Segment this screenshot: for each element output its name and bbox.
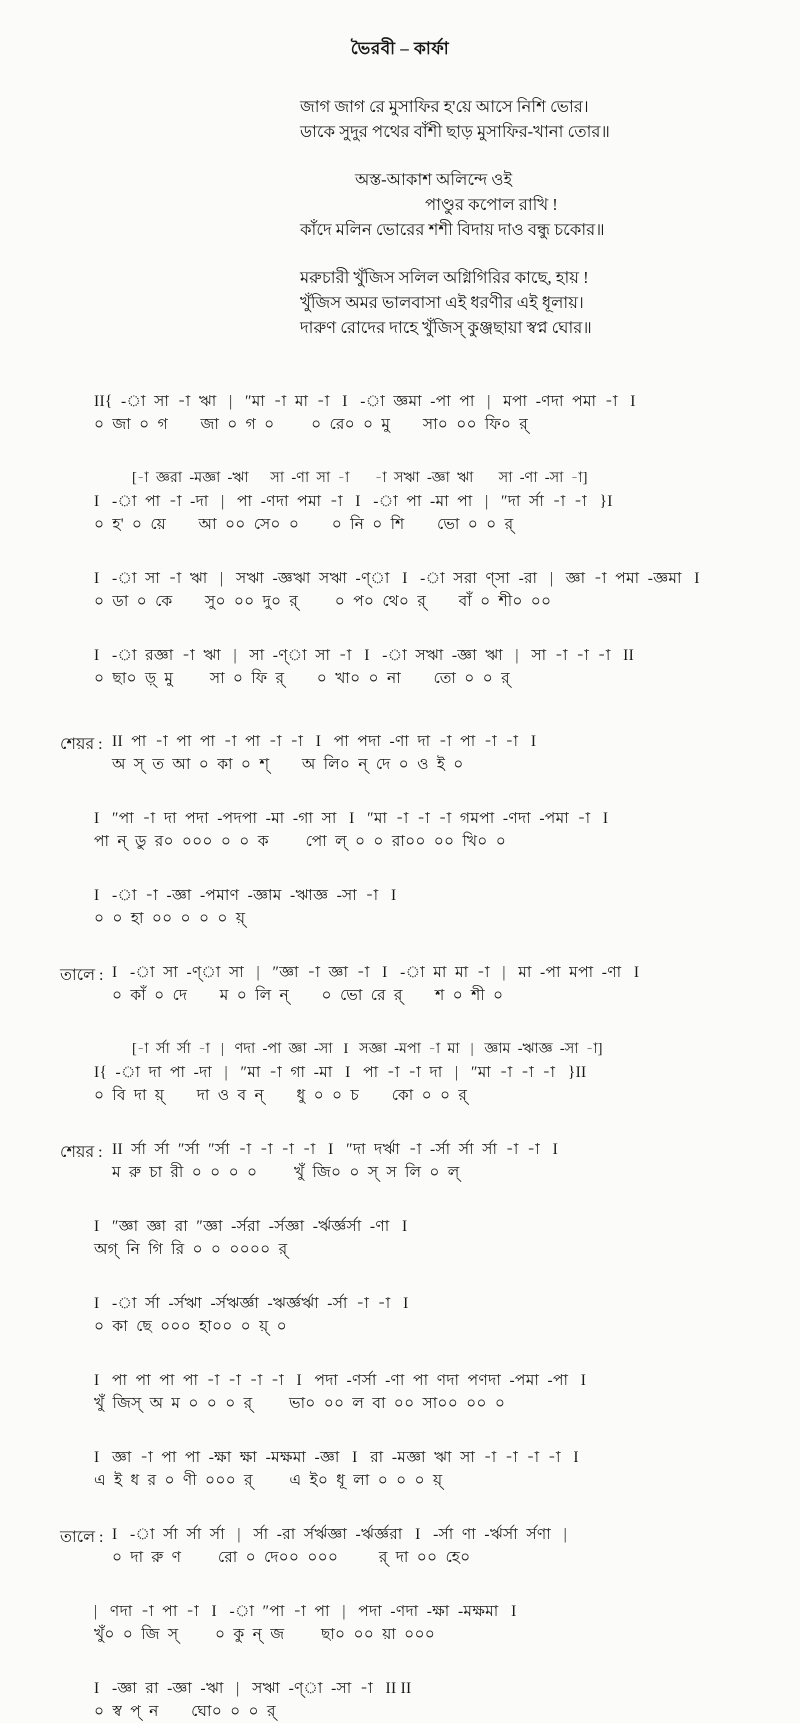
syllable-row: ০ কাঁ ০ দে ম ০ লি ন্ ০ ভো রে র্ শ ০ শী ০	[112, 987, 504, 1004]
lyric-line: খুঁজিস অমর ভালবাসা এই ধরণীর এই ধূলায়।	[300, 293, 584, 312]
notation-block-12	[60, 1292, 800, 1338]
syllable-row: পা ন্ ডু র০ ০০০ ০ ০ ক পো ল্ ০ ০ রা০০ ০০ খি০ ০	[94, 833, 507, 850]
notation-score	[60, 390, 800, 1723]
notation-row: II র্সা র্সা ″র্সা ″র্সা -া -া -া -া I ″দা দর্ঋা -া -র্সা র্সা র্সা -া -া I	[112, 1141, 559, 1158]
lyrics-stanza-3	[300, 265, 800, 340]
notation-row: I -া রজ্ঞা -া ঋা | সা -ণ্া সা -া I -া সঋা -জ্ঞা ঋা | সা -া -া -া II	[94, 647, 635, 664]
notation-block-7	[60, 884, 800, 930]
lyrics-stanza-1	[300, 94, 800, 144]
notation-block-11	[60, 1215, 800, 1261]
syllable-row: অ স্ ত আ ০ কা ০ শ্ অ লি০ ন্ দে ০ ও ই ০	[112, 756, 464, 773]
syllable-row: ০ স্ব প্ ন ঘো০ ০ ০ র্	[94, 1703, 276, 1720]
section-label-sheyar: শেয়র :	[60, 1144, 103, 1161]
notation-row: II পা -া পা পা -া পা -া -া I পা পদা -ণা দা -া পা -া -া I	[112, 733, 537, 750]
lyric-line: ডাকে সুদুর পথের বাঁশী ছাড় মুসাফির-খানা তোর॥	[300, 122, 610, 141]
syllable-row: অগ্ নি গি রি ০ ০ ০০০০ র্	[94, 1241, 288, 1258]
song-raga-tala-title: ভৈরবী – কার্ফা	[350, 39, 450, 58]
notation-row: II{ -া সা -া ঋা | ″মা -া মা -া I -া জ্ঞমা -পা পা | মপা -ণদা পমা -া I	[94, 393, 636, 410]
section-label-tale: তালে :	[60, 1529, 104, 1546]
notation-row: I -া র্সা -র্সঋা -র্সঋর্জ্ঞা -ঋর্জ্ঞর্ঋা -র্সা -া -া I	[94, 1295, 409, 1312]
notation-block-8-tale	[60, 961, 800, 1007]
notation-block-3	[60, 567, 800, 613]
song-lyrics	[300, 94, 800, 340]
notation-row: I ″জ্ঞা জ্ঞা রা ″জ্ঞা -র্সরা -র্সজ্ঞা -র্ঋর্জ্ঞর্সা -ণা I	[94, 1218, 408, 1235]
syllable-row: ০ কা ছে ০০০ হা০০ ০ য়্ ০	[94, 1318, 287, 1335]
notation-row: I{ -া দা পা -দা | ″মা -া গা -মা I পা -া -া দা | ″মা -া -া -া }II	[94, 1064, 587, 1081]
syllable-row: ০ হ' ০ য়ে আ ০০ সে০ ০ ০ নি ০ শি ভো ০ ০ র্	[94, 516, 514, 533]
notation-row: I পা পা পা পা -া -া -া -া I পদা -ণর্সা -ণা পা ণদা পণদা -পমা -পা I	[94, 1372, 587, 1389]
notation-row: | ণদা -া পা -া I -া ″পা -া পা | পদা -ণদা -ক্ষা -মক্ষমা I	[94, 1603, 517, 1620]
notation-block-1	[60, 390, 800, 436]
syllable-row: ম রু চা রী ০ ০ ০ ০ খুঁ জি০ ০ স্ স লি ০ ল্	[112, 1164, 460, 1181]
notation-block-6	[60, 807, 800, 853]
lyric-line: কাঁদে মলিন ভোরের শশী বিদায় দাও বন্ধু চকোর॥	[300, 220, 605, 239]
syllable-row: ০ ০ হা ০০ ০ ০ ০ য়্	[94, 910, 246, 927]
notation-block-5-sheyar	[60, 730, 800, 776]
notation-row: I -া সা -ণ্া সা | ″জ্ঞা -া জ্ঞা -া I -া মা মা -া | মা -পা মপা -ণা I	[112, 964, 640, 981]
syllable-row: ০ বি দা য়্ দা ও ব ন্ ধু ০ ০ চ কো ০ ০ র্	[94, 1087, 468, 1104]
section-label-tale: তালে :	[60, 967, 104, 984]
notation-row: I জ্ঞা -া পা পা -ক্ষা ক্ষা -মক্ষমা -জ্ঞা I রা -মজ্ঞা ঋা সা -া -া -া -া I	[94, 1449, 579, 1466]
notation-block-2	[60, 467, 800, 536]
alternate-notation-row: [-া জ্ঞরা -মজ্ঞা -ঋা সা -ণা সা -া -া সঋা -জ্ঞা ঋা সা -ণা -সা -া]	[132, 470, 588, 486]
notation-block-15-tale	[60, 1523, 800, 1569]
lyrics-stanza-2	[300, 167, 800, 242]
notation-row: I -া -া -জ্ঞা -পমাণ -জ্ঞাম -ঋাজ্ঞ -সা -া I	[94, 887, 397, 904]
lyric-line: অস্ত-আকাশ অলিন্দে ওই	[355, 170, 513, 189]
syllable-row: ০ ডা ০ কে সু০ ০০ দু০ র্ ০ প০ থে০ র্ বাঁ ০ শী০ ০০	[94, 593, 552, 610]
lyric-line: পাণ্ডুর কপোল রাখি !	[425, 195, 558, 214]
lyric-line: দারুণ রোদের দাহে খুঁজিস্ কুঞ্জছায়া স্বপ্ন ঘোর॥	[300, 318, 592, 337]
notation-row: I -া পা -া -দা | পা -ণদা পমা -া I -া পা -মা পা | ″দা র্সা -া -া }I	[94, 493, 613, 510]
notation-block-9	[60, 1038, 800, 1107]
lyric-line: জাগ জাগ রে মুসাফির হ'য়ে আসে নিশি ভোর।	[300, 97, 589, 116]
syllable-row: ০ দা রু ণ রো ০ দে০০ ০০০ র্ দা ০০ হে০	[112, 1549, 471, 1566]
notation-block-10-sheyar	[60, 1138, 800, 1184]
syllable-row: এ ই ধ র ০ ণী ০০০ র্ এ ই০ ধূ লা ০ ০ ০ য়্	[94, 1472, 443, 1489]
section-label-sheyar: শেয়র :	[60, 736, 103, 753]
alternate-notation-row: [-া র্সা র্সা -া | ণদা -পা জ্ঞা -সা I সজ্ঞা -মপা -া মা | জ্ঞাম -ঋাজ্ঞ -সা -া]	[132, 1041, 603, 1057]
notation-row: I ″পা -া দা পদা -পদপা -মা -গা সা I ″মা -া -া -া গমপা -ণদা -পমা -া I	[94, 810, 609, 827]
notation-block-13	[60, 1369, 800, 1415]
notation-row: I -া সা -া ঋা | সঋা -জ্ঞঋা সঋা -ণ্া I -া সরা ণ্সা -রা | জ্ঞা -া পমা -জ্ঞমা I	[94, 570, 700, 587]
notation-block-16	[60, 1600, 800, 1646]
notation-block-4	[60, 644, 800, 690]
syllable-row: খুঁ জিস্ অ ম ০ ০ ০ র্ ভা০ ০০ ল বা ০০ সা০০ ০০ ০	[94, 1395, 506, 1412]
lyric-line: মরুচারী খুঁজিস সলিল অগ্নিগিরির কাছে, হায় !	[300, 268, 589, 287]
syllable-row: খুঁ০ ০ জি স্ ০ কু ন্ জ ছা০ ০০ য়া ০০০	[94, 1626, 435, 1643]
notation-row: I -া র্সা র্সা র্সা | র্সা -রা র্সর্ঋজ্ঞা -র্ঋর্জ্ঞরা I -র্সা ণা -র্ঋর্সা র্সণা |	[112, 1526, 568, 1543]
notation-row: I -জ্ঞা রা -জ্ঞা -ঋা | সঋা -ণ্া -সা -া II II	[94, 1680, 412, 1697]
notation-block-14	[60, 1446, 800, 1492]
syllable-row: ০ ছা০ ড়্ মু সা ০ ফি র্ ০ খা০ ০ না তো ০ ০ র্	[94, 670, 510, 687]
syllable-row: ০ জা ০ গ জা ০ গ ০ ০ রে০ ০ মু সা০ ০০ ফি০ র্	[94, 416, 529, 433]
